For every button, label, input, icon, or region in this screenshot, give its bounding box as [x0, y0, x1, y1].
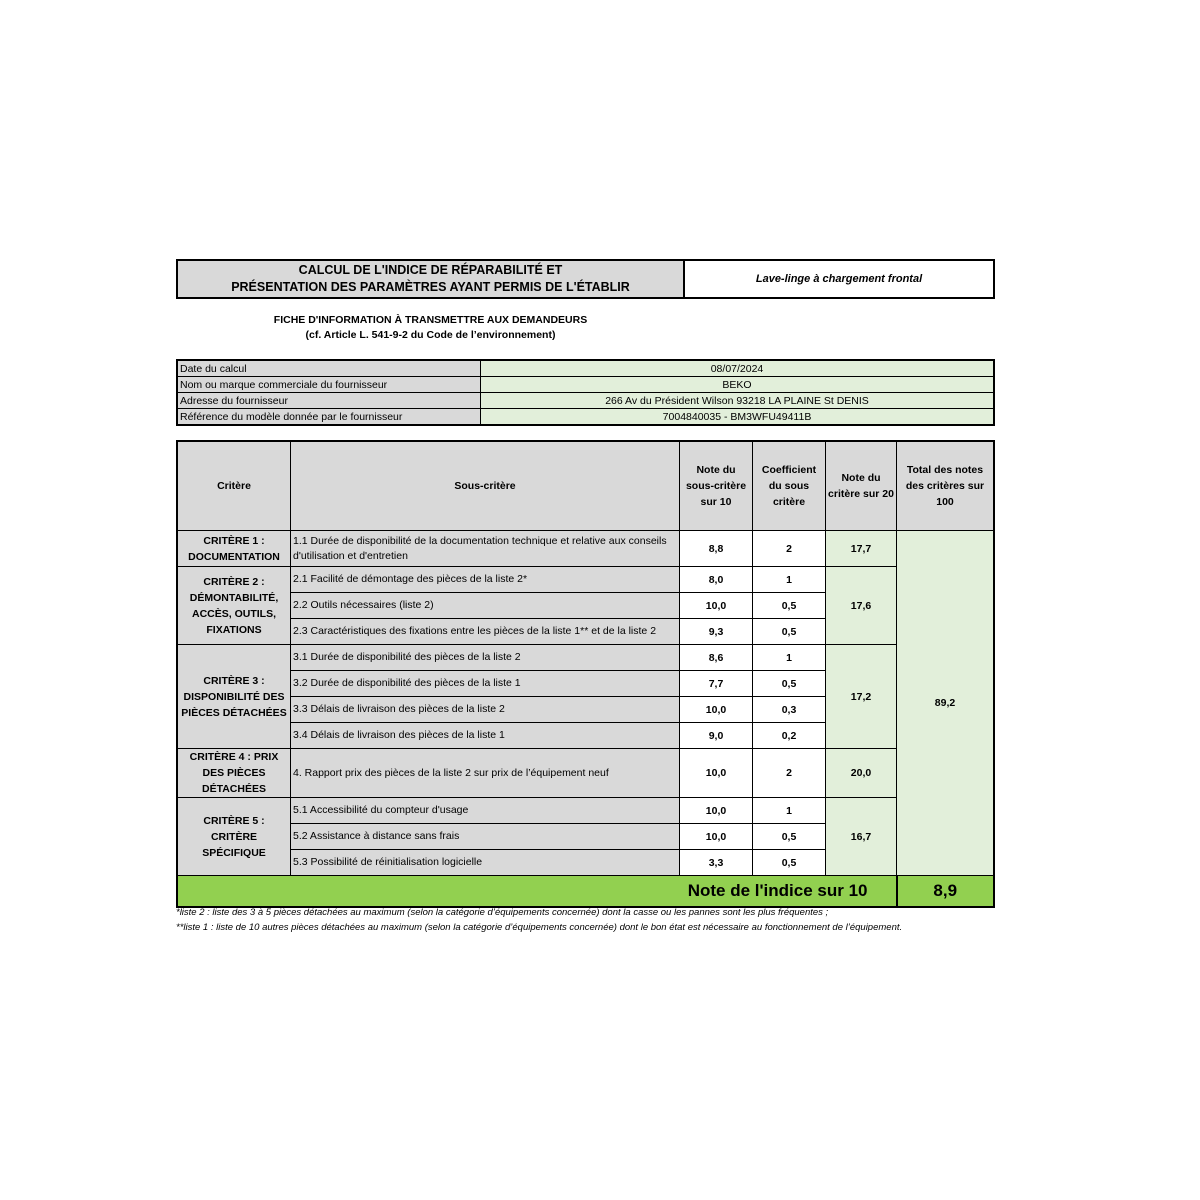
- header-note-critere: Note du critère sur 20: [826, 441, 897, 531]
- subcriterion-coef: 0,5: [753, 850, 826, 876]
- subcriterion-coef: 1: [753, 645, 826, 671]
- info-row-address: [177, 393, 994, 409]
- subcriterion-note: 8,6: [680, 645, 753, 671]
- subcriterion-note: 10,0: [680, 749, 753, 798]
- table-row: [177, 645, 994, 671]
- product-type: Lave-linge à chargement frontal: [684, 259, 995, 299]
- footnotes: [176, 905, 966, 935]
- document-title: [176, 259, 685, 299]
- fiche-heading: [176, 313, 685, 343]
- subcriterion-label: 3.3 Délais de livraison des pièces de la liste 2: [291, 697, 680, 723]
- subcriterion-note: 9,0: [680, 723, 753, 749]
- header-sous-critere: Sous-critère: [291, 441, 680, 531]
- criterion-3-name: CRITÈRE 3 : DISPONIBILITÉ DES PIÈCES DÉTACHÉES: [177, 645, 291, 749]
- criterion-2-score: 17,6: [826, 567, 897, 645]
- criterion-2-name: CRITÈRE 2 : DÉMONTABILITÉ, ACCÈS, OUTILS, FIXATIONS: [177, 567, 291, 645]
- subcriterion-note: 10,0: [680, 697, 753, 723]
- info-value: 266 Av du Président Wilson 93218 LA PLAINE St DENIS: [481, 393, 995, 409]
- subcriterion-note: 10,0: [680, 593, 753, 619]
- subcriterion-label: 3.4 Délais de livraison des pièces de la liste 1: [291, 723, 680, 749]
- subcriterion-coef: 0,3: [753, 697, 826, 723]
- subcriterion-label: 3.2 Durée de disponibilité des pièces de la liste 1: [291, 671, 680, 697]
- subcriterion-note: 9,3: [680, 619, 753, 645]
- info-value: 7004840035 - BM3WFU49411B: [481, 409, 995, 426]
- criterion-5-name: CRITÈRE 5 : CRITÈRE SPÉCIFIQUE: [177, 798, 291, 876]
- subcriterion-coef: 1: [753, 798, 826, 824]
- header-coefficient: Coefficient du sous critère: [753, 441, 826, 531]
- footnote-liste-2: *liste 2 : liste des 3 à 5 pièces détachées au maximum (selon la catégorie d’équipements concernée) dont la casse ou les pannes sont les plus fréquentes ;: [176, 907, 829, 918]
- supplier-info-table: [176, 359, 995, 426]
- subcriterion-label: 1.1 Durée de disponibilité de la documentation technique et relative aux conseils d'utilisation et d'entretien: [291, 531, 680, 567]
- subcriterion-label: 5.1 Accessibilité du compteur d'usage: [291, 798, 680, 824]
- info-label: Date du calcul: [177, 360, 481, 377]
- subcriterion-note: 8,8: [680, 531, 753, 567]
- subcriterion-label: 2.2 Outils nécessaires (liste 2): [291, 593, 680, 619]
- table-row: [177, 567, 994, 593]
- subcriterion-label: 5.2 Assistance à distance sans frais: [291, 824, 680, 850]
- criterion-4-score: 20,0: [826, 749, 897, 798]
- subcriterion-coef: 0,5: [753, 619, 826, 645]
- subcriterion-coef: 0,5: [753, 824, 826, 850]
- subcriterion-coef: 2: [753, 531, 826, 567]
- criterion-5-score: 16,7: [826, 798, 897, 876]
- info-value: BEKO: [481, 377, 995, 393]
- info-value: 08/07/2024: [481, 360, 995, 377]
- subcriterion-label: 2.1 Facilité de démontage des pièces de la liste 2*: [291, 567, 680, 593]
- header-critere: Critère: [177, 441, 291, 531]
- total-score-100: 89,2: [897, 531, 995, 876]
- subcriterion-note: 3,3: [680, 850, 753, 876]
- subcriterion-coef: 1: [753, 567, 826, 593]
- subcriterion-note: 7,7: [680, 671, 753, 697]
- info-row-date: [177, 360, 994, 377]
- subcriterion-label: 3.1 Durée de disponibilité des pièces de la liste 2: [291, 645, 680, 671]
- subcriterion-note: 8,0: [680, 567, 753, 593]
- final-score-row: [177, 876, 994, 908]
- title-line-2: PRÉSENTATION DES PARAMÈTRES AYANT PERMIS DE L'ÉTABLIR: [231, 280, 630, 294]
- table-row: [177, 798, 994, 824]
- final-score-label: Note de l'indice sur 10: [177, 876, 897, 908]
- info-label: Nom ou marque commerciale du fournisseur: [177, 377, 481, 393]
- subcriterion-note: 10,0: [680, 824, 753, 850]
- criterion-3-score: 17,2: [826, 645, 897, 749]
- fiche-line-1: FICHE D'INFORMATION À TRANSMETTRE AUX DEMANDEURS: [273, 314, 588, 326]
- info-row-reference: [177, 409, 994, 426]
- criterion-4-name: CRITÈRE 4 : PRIX DES PIÈCES DÉTACHÉES: [177, 749, 291, 798]
- subcriterion-coef: 0,2: [753, 723, 826, 749]
- subcriterion-coef: 0,5: [753, 593, 826, 619]
- table-row: [177, 749, 994, 798]
- info-row-brand: [177, 377, 994, 393]
- repairability-score-table: [176, 440, 995, 908]
- table-row: [177, 531, 994, 567]
- criterion-1-score: 17,7: [826, 531, 897, 567]
- subcriterion-coef: 0,5: [753, 671, 826, 697]
- fiche-line-2: (cf. Article L. 541-9-2 du Code de l’environnement): [305, 329, 556, 341]
- criterion-1-name: CRITÈRE 1 : DOCUMENTATION: [177, 531, 291, 567]
- subcriterion-label: 4. Rapport prix des pièces de la liste 2 sur prix de l’équipement neuf: [291, 749, 680, 798]
- header-total: Total des notes des critères sur 100: [897, 441, 995, 531]
- info-label: Référence du modèle donnée par le fournisseur: [177, 409, 481, 426]
- subcriterion-note: 10,0: [680, 798, 753, 824]
- info-label: Adresse du fournisseur: [177, 393, 481, 409]
- subcriterion-label: 5.3 Possibilité de réinitialisation logicielle: [291, 850, 680, 876]
- subcriterion-label: 2.3 Caractéristiques des fixations entre les pièces de la liste 1** et de la liste 2: [291, 619, 680, 645]
- table-header-row: [177, 441, 994, 531]
- header-note-sous-critere: Note du sous-critère sur 10: [680, 441, 753, 531]
- subcriterion-coef: 2: [753, 749, 826, 798]
- final-score-value: 8,9: [897, 876, 995, 908]
- title-line-1: CALCUL DE L'INDICE DE RÉPARABILITÉ ET: [298, 263, 563, 277]
- footnote-liste-1: **liste 1 : liste de 10 autres pièces détachées au maximum (selon la catégorie d’équipements concernée) dont le bon état est nécessaire au fonctionnement de l’équipement.: [176, 922, 903, 933]
